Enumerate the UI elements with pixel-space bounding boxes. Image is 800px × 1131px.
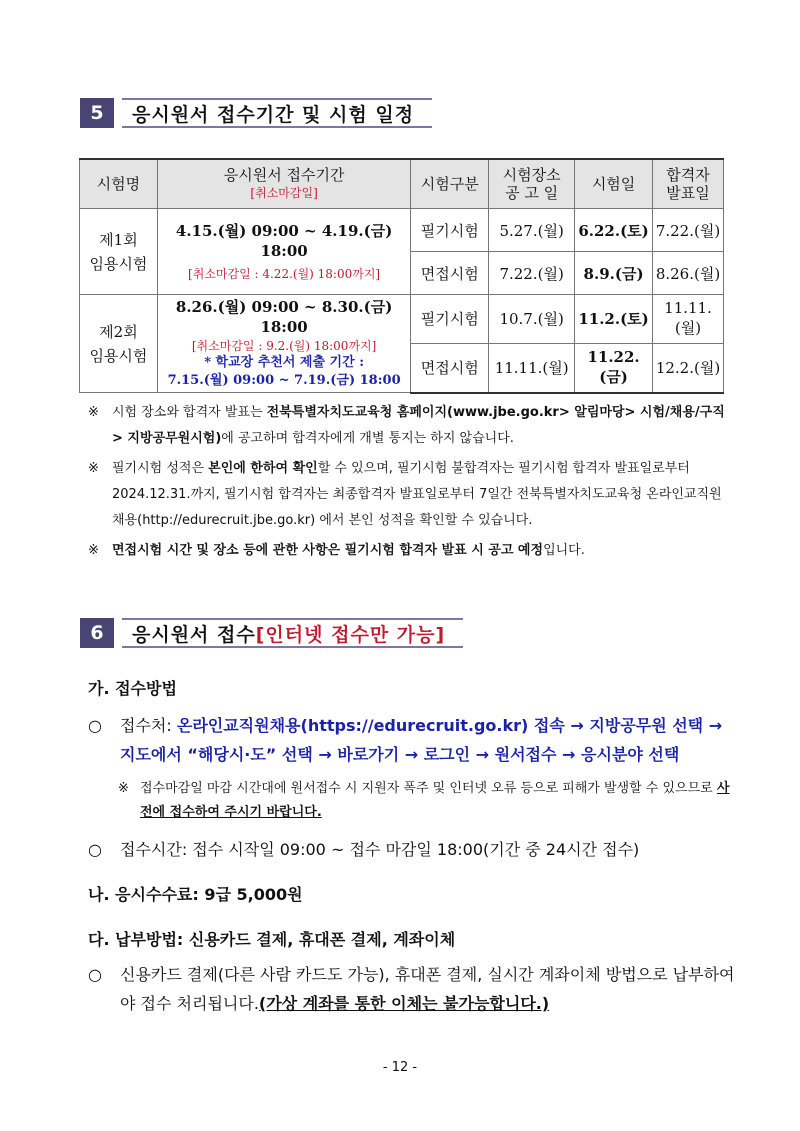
- exam-day: 6.22.(토): [575, 209, 653, 252]
- warning-note: ※ 접수마감일 마감 시간대에 원서접수 시 지원자 폭주 및 인터넷 오류 등으로 피해가 발생할 수 있으므로 사전에 접수하여 주시기 바랍니다.: [118, 781, 730, 820]
- result-date: 11.11.(월): [653, 295, 724, 344]
- round1-period: 4.15.(월) 09:00 ~ 4.19.(금) 18:00 [취소마감일 : 4.22.(월) 18:00까지]: [157, 209, 411, 295]
- table-header-row: [80, 159, 724, 209]
- section-number: 5: [80, 98, 114, 128]
- list-item: ○ 신용카드 결제(다른 사람 카드도 가능), 휴대폰 결제, 실시간 계좌이체 방법으로 납부하여야 접수 처리됩니다.(가상 계좌를 통한 이체는 불가능합니다.): [88, 965, 735, 1013]
- venue-date: 7.22.(월): [489, 252, 575, 295]
- header-result-date: 합격자 발표일: [653, 159, 724, 209]
- round1-name: 제1회 임용시험: [80, 209, 158, 295]
- list-item: ○ 접수시간: 접수 시작일 09:00 ~ 접수 마감일 18:00(기간 중 24시간 접수): [88, 840, 640, 859]
- apply-site-text: 온라인교직원채용(https://edurecruit.go.kr) 접속 → 지방공무원 선택 → 지도에서 “해당시·도” 선택 → 바로가기 → 로그인 → 원서접수 → 응시분야 선택: [120, 716, 723, 764]
- result-date: 12.2.(월): [653, 343, 724, 392]
- exam-type: 면접시험: [411, 252, 489, 295]
- exam-day: 11.22.(금): [575, 343, 653, 392]
- header-period: 응시원서 접수기간 [취소마감일]: [157, 159, 411, 209]
- venue-date: 10.7.(월): [489, 295, 575, 344]
- header-venue-date: 시험장소 공 고 일: [489, 159, 575, 209]
- section-6-body: [88, 676, 738, 1018]
- table-row: [80, 209, 724, 252]
- header-exam-name: 시험명: [80, 159, 158, 209]
- section-5-header: [80, 98, 432, 128]
- table-row: [80, 295, 724, 344]
- round2-name: 제2회 임용시험: [80, 295, 158, 393]
- header-exam-type: 시험구분: [411, 159, 489, 209]
- subheading-fee: 나. 응시수수료: 9급 5,000원: [88, 885, 303, 904]
- subheading-method: 가. 접수방법: [88, 679, 177, 698]
- note-item: ※ 면접시험 시간 및 장소 등에 관한 사항은 필기시험 합격자 발표 시 공고 예정입니다.: [88, 543, 585, 558]
- header-exam-day: 시험일: [575, 159, 653, 209]
- section-number: 6: [80, 618, 114, 648]
- note-item: ※ 필기시험 성적은 본인에 한하여 확인할 수 있으며, 필기시험 불합격자는 필기시험 합격자 발표일로부터 2024.12.31.까지, 필기시험 합격자는 최종합격자 발표일로부터 7일간 전북특별자치도교육청 온라인교직원채용(http://edurecruit.jbe.go.kr) 에서 본인 성적을 확인할 수 있습니다.: [88, 461, 722, 528]
- exam-day: 8.9.(금): [575, 252, 653, 295]
- schedule-notes: [88, 400, 728, 568]
- list-item: ○ 접수처: 온라인교직원채용(https://edurecruit.go.kr) 접속 → 지방공무원 선택 → 지도에서 “해당시·도” 선택 → 바로가기 → 로그인 → 원서접수 → 응시분야 선택: [88, 716, 723, 764]
- exam-type: 면접시험: [411, 343, 489, 392]
- exam-type: 필기시험: [411, 209, 489, 252]
- exam-day: 11.2.(토): [575, 295, 653, 344]
- exam-schedule-table: [79, 158, 724, 394]
- result-date: 8.26.(월): [653, 252, 724, 295]
- subheading-payment: 다. 납부방법: 신용카드 결제, 휴대폰 결제, 계좌이체: [88, 930, 456, 949]
- page-number: - 12 -: [382, 1060, 418, 1075]
- round2-period: 8.26.(월) 09:00 ~ 8.30.(금) 18:00 [취소마감일 : 9.2.(월) 18:00까지] * 학교장 추천서 제출 기간 : 7.15.(월) 09:00 ~ 7.19.(금) 18:00: [157, 295, 411, 393]
- note-item: ※ 시험 장소와 합격자 발표는 전북특별자치도교육청 홈페이지(www.jbe.go.kr> 알림마당> 시험/채용/구직> 지방공무원시험)에 공고하며 합격자에게 개별 통지는 하지 않습니다.: [88, 405, 725, 446]
- section-6-header: [80, 618, 463, 648]
- venue-date: 11.11.(월): [489, 343, 575, 392]
- venue-date: 5.27.(월): [489, 209, 575, 252]
- result-date: 7.22.(월): [653, 209, 724, 252]
- exam-type: 필기시험: [411, 295, 489, 344]
- section-title: 응시원서 접수기간 및 시험 일정: [122, 98, 432, 128]
- section-title: 응시원서 접수 [인터넷 접수만 가능]: [122, 618, 463, 648]
